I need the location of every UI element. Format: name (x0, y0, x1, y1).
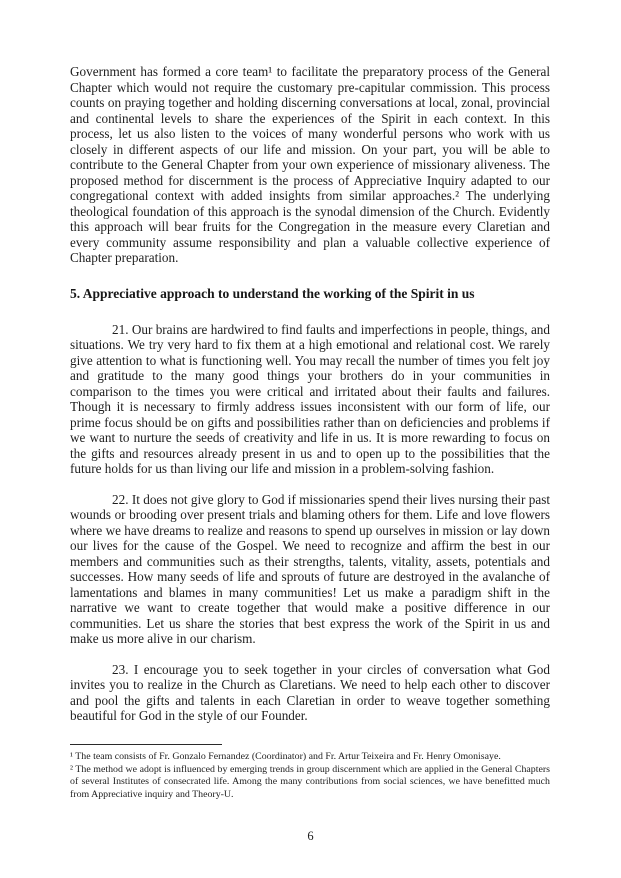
footnotes-section (70, 744, 550, 801)
page-content (70, 64, 550, 724)
footnote-1: ¹ The team consists of Fr. Gonzalo Fernandez (Coordinator) and Fr. Artur Teixeira and Fr. Henry Omonisaye. (70, 751, 501, 762)
paragraph-intro: Government has formed a core team¹ to facilitate the preparatory process of the General Chapter which would not require the customary pre-capitular commission. This process counts on praying together and holding discerning conversations at local, zonal, provincial and continental levels to share the experiences of the Spirit in each context. In this process, let us also listen to the voices of many wonderful persons who work with us closely in different aspects of our life and mission. On your part, you will be able to contribute to the General Chapter from your own experience of missionary aliveness. The proposed method for discernment is the process of Appreciative Inquiry adapted to our congregational context with added insights from similar approaches.² The underlying theological foundation of this approach is the synodal dimension of the Church. Evidently this approach will bear fruits for the Congregation in the measure every Claretian and every community assume responsibility and plan a valuable collective experience of Chapter preparation. (70, 64, 550, 265)
paragraph-22: 22. It does not give glory to God if missionaries spend their lives nursing their past wounds or brooding over present trials and blaming others for them. Life and love flowers where we have dreams to realize and reasons to spend up ourselves in mission or lay down our lives for the cause of the Gospel. We need to recognize and affirm the best in our members and communities such as their strengths, talents, vitality, assets, potentials and successes. How many seeds of life and sprouts of future are destroyed in the avalanche of lamentations and blames in many communities! Let us make a paradigm shift in the narrative we want to create together that would make a positive difference in our communities. Let us share the stories that best express the work of the Spirit in us and make us more alive in our charism. (70, 491, 550, 646)
footnote-separator (70, 744, 222, 745)
paragraph-21: 21. Our brains are hardwired to find faults and imperfections in people, things, and situations. We try very hard to fix them at a high emotional and relational cost. We rarely give attention to what is functioning well. You may recall the number of times you felt joy and gratitude to the many good things your brothers do in your communities in comparison to the times you were critical and irritated about their faults and failures. Though it is necessary to firmly address issues inconsistent with our form of life, our prime focus should be on gifts and possibilities rather than on deficiencies and problems if we want to nurture the seeds of creativity and life in us. It is more rewarding to focus on the gifts and resources already present in us and to open up to the possibilities that the future holds for us than living our life and mission in a problem-solving fashion. (70, 321, 550, 476)
footnote-2: ² The method we adopt is influenced by emerging trends in group discernment which are applied in the General Chapters of several Institutes of consecrated life. Among the many contributions from social sciences, we have benefitted much from Appreciative inquiry and Theory-U. (70, 763, 550, 800)
section-heading: 5. Appreciative approach to understand the working of the Spirit in us (70, 285, 475, 301)
page-number: 6 (307, 829, 314, 843)
paragraph-23: 23. I encourage you to seek together in your circles of conversation what God invites you to realize in the Church as Claretians. We need to help each other to discover and pool the gifts and talents in each Claretian in order to weave together something beautiful for God in the style of our Founder. (70, 661, 550, 723)
